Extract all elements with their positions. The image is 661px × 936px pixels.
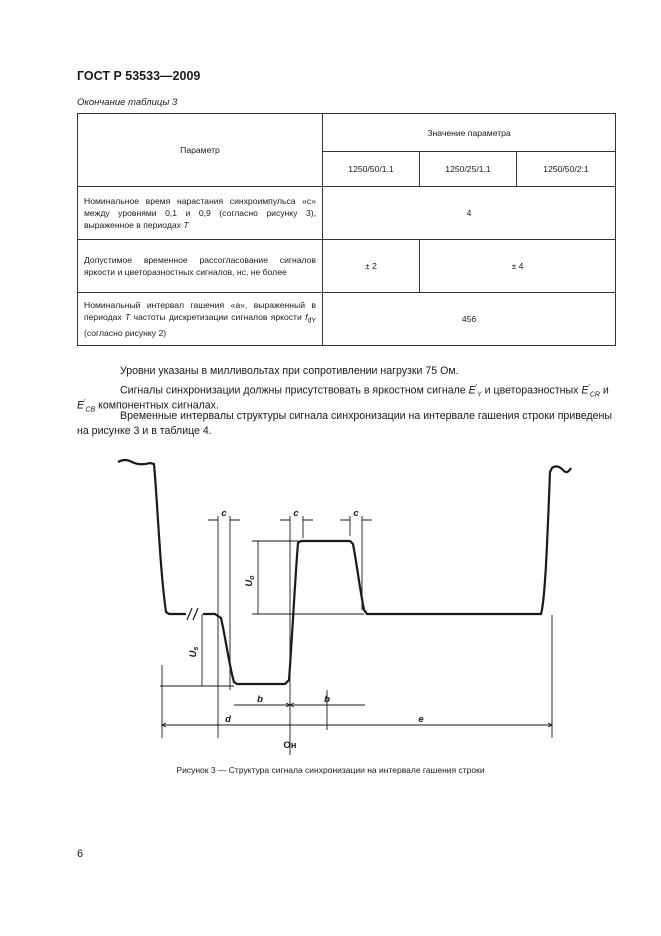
label-b1: b [257, 694, 263, 705]
paragraph-levels: Уровни указаны в милливольтах при сопротивлении нагрузки 75 Ом. [120, 365, 459, 377]
signal-trace [118, 460, 571, 684]
label-d: d [225, 714, 231, 725]
mode-1250-50-2-1: 1250/50/2:1 [517, 152, 616, 187]
row-1-param: Номинальное время нарастания синхроимпульса «с» между уровнями 0,1 и 0,9 (согласно рисунку 3), выраженное в периодах T [78, 187, 323, 240]
mode-1250-50-1-1: 1250/50/1.1 [323, 152, 420, 187]
level-lines [160, 541, 364, 686]
value-header: Значение параметра [323, 114, 616, 152]
label-us: $U_s$ [188, 646, 200, 658]
row-2-value-a: ± 2 [323, 240, 420, 293]
standard-designation: ГОСТ Р 53533—2009 [77, 69, 201, 83]
waveform [118, 460, 571, 755]
paragraph-time-intervals-cont: на рисунке 3 и в таблице 4. [77, 425, 212, 437]
parameters-table [77, 113, 616, 346]
param-header: Параметр [78, 114, 323, 187]
mode-1250-25-1-1: 1250/25/1.1 [420, 152, 517, 187]
row-3-param: Номинальный интервал гашения «а», выраженный в периодах T частоты дискретизации сигналов яркости $f_{dY}$ (согласно рисунку 2) [78, 293, 323, 346]
label-c1: c [221, 508, 227, 519]
paragraph-sync-signals-cont: $E'_{CB}$ компонентных сигналах. [77, 399, 219, 414]
label-uo: $U_o$ [244, 575, 256, 587]
paragraph-time-intervals: Временные интервалы структуры сигнала синхронизации на интервале гашения строки приведены [120, 410, 612, 422]
label-oh: Oн [283, 740, 297, 751]
row-2-value-b: ± 4 [420, 240, 616, 293]
figure-caption: Рисунок 3 — Структура сигнала синхронизации на интервале гашения строки [176, 765, 485, 775]
row-2-param: Допустимое временное рассогласование сигналов яркости и цветоразностных сигналов, нс, не более [78, 240, 323, 293]
page-number: 6 [77, 848, 84, 860]
paragraph-sync-signals: Сигналы синхронизации должны присутствовать в яркостном сигнале $E'_Y$ и цветоразностных $E'_{CR}$ и [120, 384, 609, 399]
label-b2: b [324, 694, 330, 705]
row-3-value: 456 [323, 293, 616, 346]
table-row [78, 187, 616, 240]
label-c3: c [353, 508, 359, 519]
break-mark [187, 608, 198, 620]
reference-lines [162, 516, 552, 755]
sync-signal-diagram [0, 440, 661, 760]
row-1-value: 4 [323, 187, 616, 240]
label-c2: c [293, 508, 299, 519]
dimension-lines [162, 520, 552, 725]
table-row [78, 240, 616, 293]
table-row [78, 293, 616, 346]
table-continuation-caption: Окончание таблицы 3 [77, 97, 178, 108]
label-e: e [418, 714, 424, 725]
dimension-ticks [162, 703, 552, 727]
